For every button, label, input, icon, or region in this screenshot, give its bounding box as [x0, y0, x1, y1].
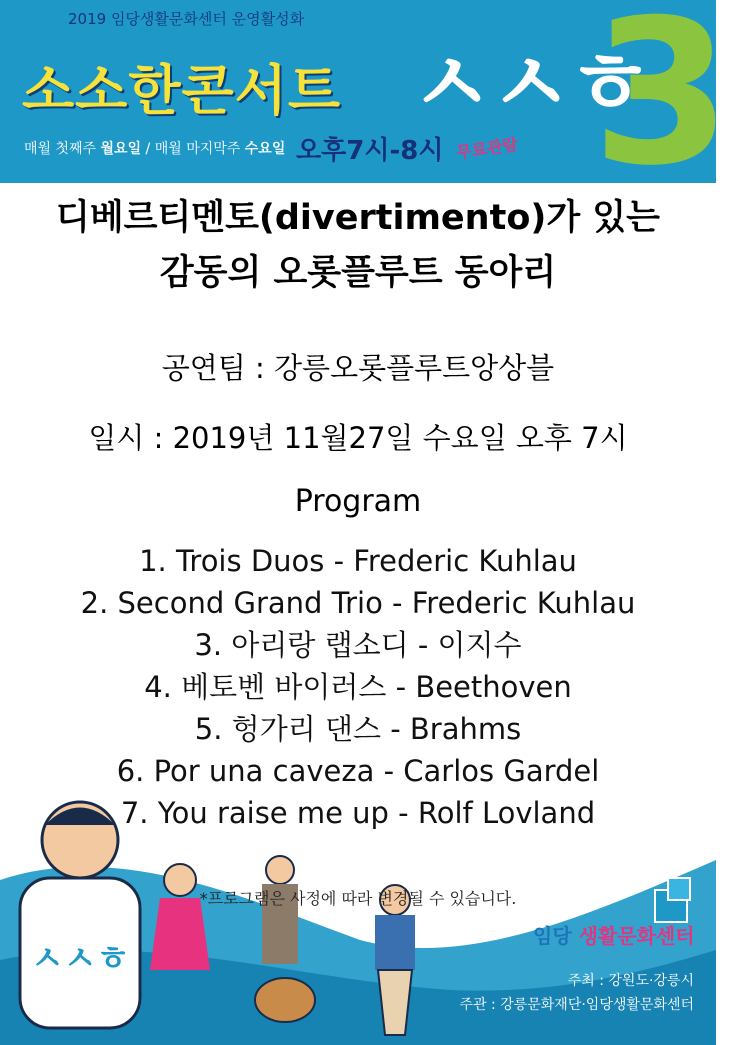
performance-team: 공연팀 : 강릉오롯플루트앙상블	[161, 351, 555, 385]
performance-date: 일시 : 2019년 11월27일 수요일 오후 7시	[88, 421, 628, 455]
concert-time: 오후7시-8시	[296, 136, 444, 166]
program-item: 4. 베토벤 바이러스 - Beethoven	[144, 670, 572, 704]
center-name: 임당 생활문화센터	[533, 924, 695, 948]
mascot-character-icon	[20, 802, 140, 1028]
program-item: 5. 헝가리 댄스 - Brahms	[194, 712, 522, 746]
headline-line-2: 감동의 오롯플루트 동아리	[159, 253, 557, 293]
program-item: 2. Second Grand Trio - Frederic Kuhlau	[80, 586, 636, 620]
edition-number: 3	[592, 0, 731, 210]
headline-line-1: 디베르티멘토(divertimento)가 있는	[56, 198, 660, 238]
mascot-shirt-logo: ㅅㅅㅎ	[30, 939, 130, 979]
organizer-text: 주관 : 강릉문화재단·임당생활문화센터	[459, 997, 694, 1013]
header-top-line: 2019 임당생활문화센터 운영활성화	[68, 10, 305, 28]
free-admission-badge: 무료관람	[455, 134, 519, 163]
program-item: 7. You raise me up - Rolf Lovland	[120, 796, 596, 830]
program-list	[0, 540, 716, 834]
program-change-note: *프로그램은 사정에 따라 변경될 수 있습니다.	[199, 889, 517, 908]
poster-header	[0, 0, 731, 210]
program-item: 1. Trois Duos - Frederic Kuhlau	[139, 544, 577, 578]
program-heading: Program	[294, 484, 422, 519]
series-logo: ㅅㅅㅎ	[410, 34, 648, 134]
program-item: 6. Por una caveza - Carlos Gardel	[116, 754, 600, 788]
host-text: 주최 : 강원도·강릉시	[567, 973, 694, 989]
program-item: 3. 아리랑 랩소디 - 이지수	[194, 628, 522, 662]
schedule-text: 매월 첫째주 월요일 / 매월 마지막주 수요일	[24, 141, 286, 157]
concert-title: 소소한콘서트	[22, 59, 341, 122]
